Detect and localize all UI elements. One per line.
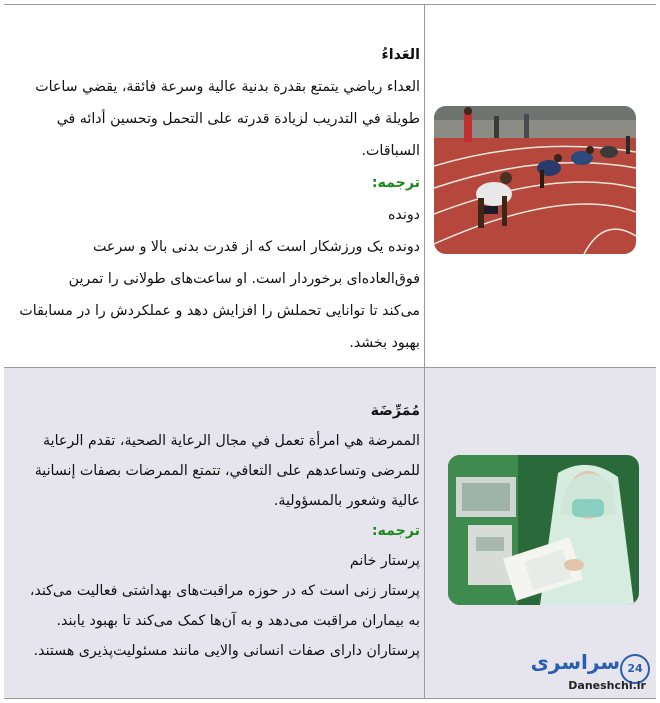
persian-line: به بیماران مراقبت می‌دهد و به آن‌ها کمک می‌کند تا بهبود یابند. xyxy=(56,613,420,629)
table-row-runner xyxy=(4,5,656,368)
persian-line: دونده یک ورزشکار است که از قدرت بدنی بالا و سرعت xyxy=(92,239,420,255)
column-divider xyxy=(424,5,425,367)
vocabulary-table xyxy=(4,4,656,699)
translation-label: ترجمه: xyxy=(371,175,420,191)
persian-line: پرستار زنی است که در حوزه مراقبت‌های بهداشتی فعالیت می‌کند، xyxy=(29,583,420,599)
persian-title: دونده xyxy=(388,207,420,223)
text-cell-nurse xyxy=(4,396,420,666)
arabic-title: مُمَرِّضَة xyxy=(370,403,420,419)
arabic-line: السباقات. xyxy=(361,143,420,159)
clock-24-icon: 24 xyxy=(620,654,650,684)
runner-photo xyxy=(434,106,636,254)
persian-line: فوق‌العاده‌ای برخوردار است. او ساعت‌های طولانی را تمرین xyxy=(68,271,420,287)
watermark-word: سراسری xyxy=(530,650,620,674)
arabic-line: طويلة في التدريب لزيادة قدرته على التحمل وتحسين أدائه في xyxy=(56,111,420,127)
arabic-line: عالية وشعور بالمسؤولية. xyxy=(273,493,420,509)
arabic-title: العَداءُ xyxy=(381,47,420,63)
arabic-line: للمرضى وتساعدهم على التعافي، تتمتع الممرضات بصفات إنسانية xyxy=(34,463,420,479)
arabic-line: العداء رياضي يتمتع بقدرة بدنية عالية وسرعة فائقة، يقضي ساعات xyxy=(35,79,420,95)
watermark-site: Daneshchi.ir xyxy=(568,679,646,692)
persian-title: پرستار خانم xyxy=(349,553,420,569)
text-cell-runner xyxy=(4,39,420,359)
persian-line: پرستاران دارای صفات انسانی والایی مانند مسئولیت‌پذیری هستند. xyxy=(33,643,420,659)
translation-label: ترجمه: xyxy=(371,523,420,539)
nurse-photo xyxy=(448,455,639,605)
column-divider xyxy=(424,368,425,698)
watermark-logo xyxy=(532,650,652,694)
persian-line: بهبود بخشد. xyxy=(349,335,420,351)
persian-line: می‌کند تا توانایی تحملش را افزایش دهد و عملکردش را در مسابقات xyxy=(19,303,420,319)
arabic-line: الممرضة هي امرأة تعمل في مجال الرعاية الصحية، تقدم الرعاية xyxy=(43,433,420,449)
